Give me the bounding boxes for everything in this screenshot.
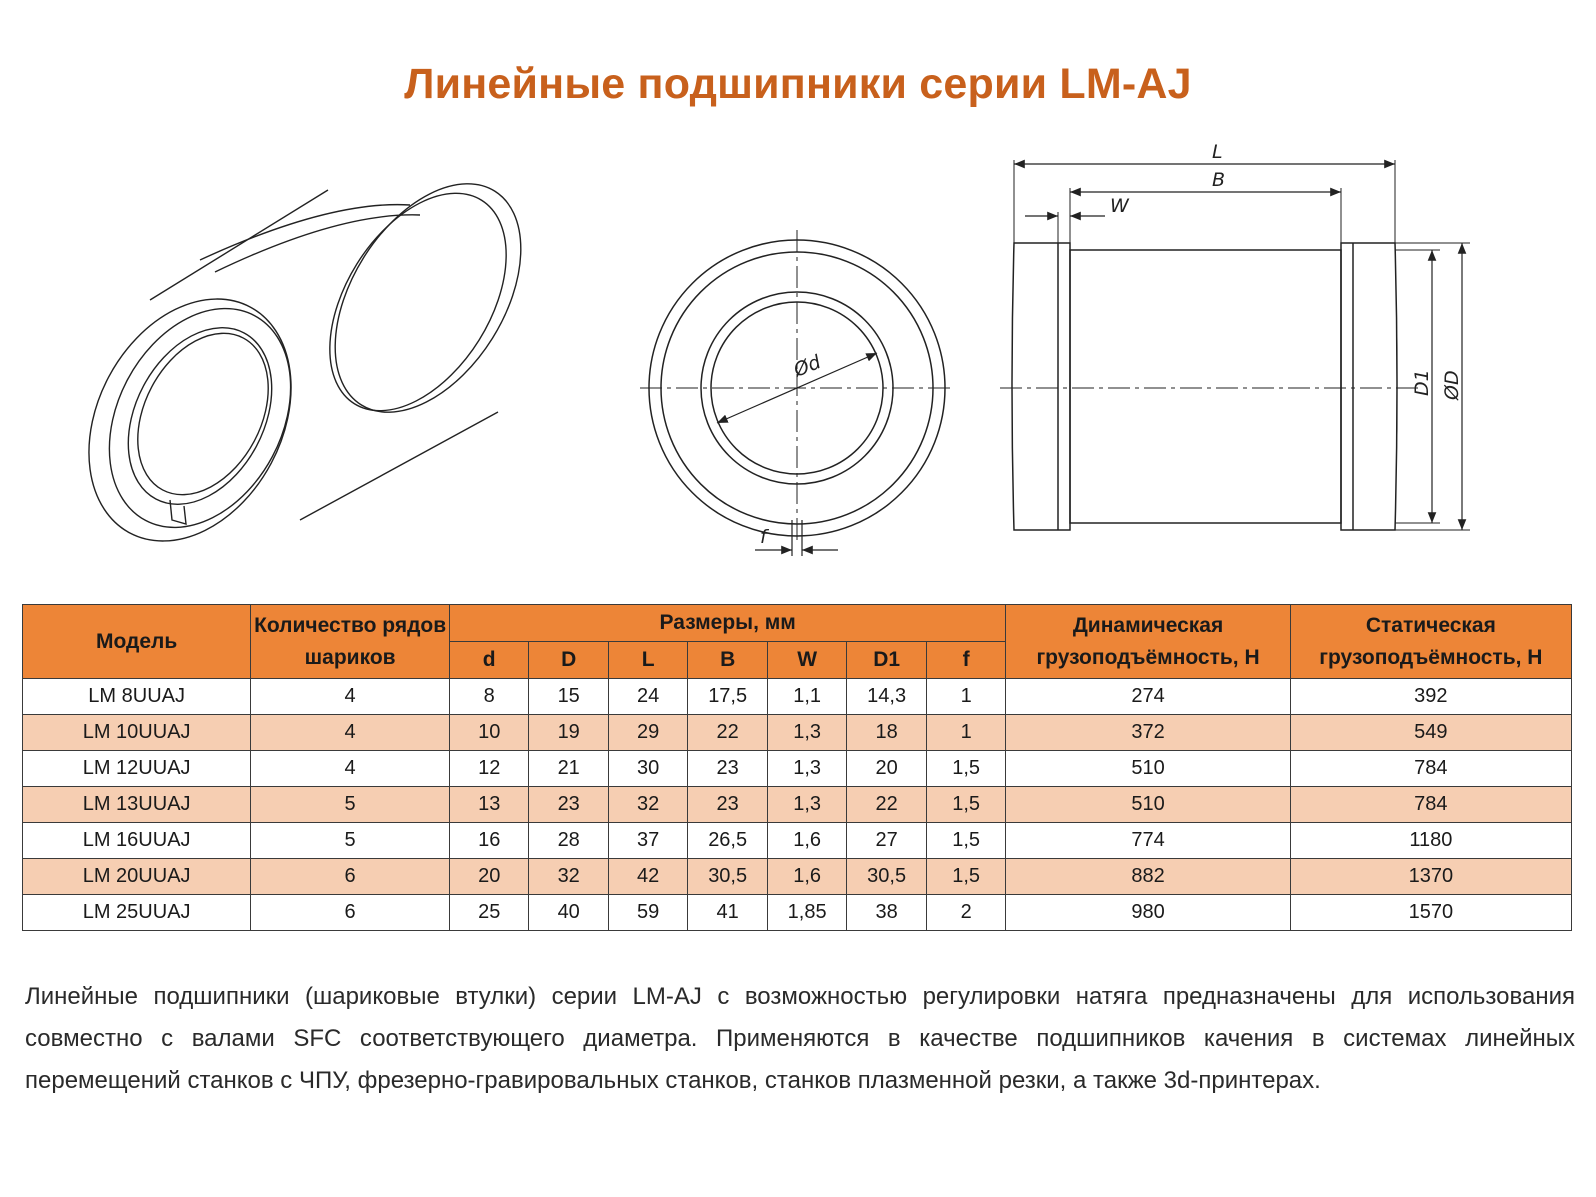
cell-l: 42 [608, 859, 687, 895]
cell-w: 1,6 [767, 823, 846, 859]
dim-f-label: f [760, 526, 767, 548]
cell-d: 8 [449, 679, 528, 715]
bearing-side-view [1000, 160, 1470, 530]
cell-dyn: 774 [1006, 823, 1290, 859]
dim-D-label: ØD [1441, 370, 1463, 400]
dim-d-label: Ød [790, 351, 824, 382]
table-row [23, 751, 1572, 787]
cell-model: LM 20UUAJ [23, 859, 251, 895]
cell-d1: 14,3 [847, 679, 926, 715]
cell-l: 24 [608, 679, 687, 715]
cell-f: 1,5 [926, 751, 1006, 787]
cell-balls: 6 [251, 895, 450, 931]
header-d: d [449, 642, 528, 679]
cell-model: LM 12UUAJ [23, 751, 251, 787]
cell-dyn: 882 [1006, 859, 1290, 895]
header-rows-count: Количество рядов шариков [251, 605, 450, 679]
cell-l: 30 [608, 751, 687, 787]
header-D1: D1 [847, 642, 926, 679]
cell-d: 19 [529, 715, 608, 751]
dim-B-label: B [1212, 169, 1226, 191]
cell-d: 13 [449, 787, 528, 823]
table-row [23, 715, 1572, 751]
cell-w: 1,3 [767, 715, 846, 751]
cell-balls: 4 [251, 679, 450, 715]
table-row [23, 859, 1572, 895]
cell-model: LM 10UUAJ [23, 715, 251, 751]
cell-dyn: 510 [1006, 751, 1290, 787]
cell-b: 41 [688, 895, 767, 931]
cell-model: LM 25UUAJ [23, 895, 251, 931]
cell-model: LM 13UUAJ [23, 787, 251, 823]
cell-dyn: 372 [1006, 715, 1290, 751]
cell-dyn: 274 [1006, 679, 1290, 715]
cell-w: 1,3 [767, 751, 846, 787]
cell-d: 10 [449, 715, 528, 751]
cell-d1: 22 [847, 787, 926, 823]
cell-balls: 4 [251, 715, 450, 751]
cell-b: 26,5 [688, 823, 767, 859]
cell-balls: 5 [251, 787, 450, 823]
cell-stat: 1570 [1290, 895, 1571, 931]
cell-f: 1,5 [926, 787, 1006, 823]
cell-balls: 5 [251, 823, 450, 859]
header-B: B [688, 642, 767, 679]
cell-d1: 27 [847, 823, 926, 859]
cell-b: 23 [688, 787, 767, 823]
header-sizes: Размеры, мм [449, 605, 1005, 642]
cell-dyn: 980 [1006, 895, 1290, 931]
cell-w: 1,85 [767, 895, 846, 931]
header-model: Модель [23, 605, 251, 679]
cell-d: 15 [529, 679, 608, 715]
bearing-3d-view [49, 151, 560, 576]
cell-stat: 549 [1290, 715, 1571, 751]
page-title: Линейные подшипники серии LM-AJ [404, 60, 1192, 108]
cell-d: 12 [449, 751, 528, 787]
header-D: D [529, 642, 608, 679]
cell-model: LM 16UUAJ [23, 823, 251, 859]
cell-w: 1,3 [767, 787, 846, 823]
cell-b: 30,5 [688, 859, 767, 895]
spec-table [22, 604, 1572, 931]
table-row [23, 895, 1572, 931]
table-row [23, 823, 1572, 859]
bearing-end-view [640, 230, 955, 556]
header-dynamic-load: Динамическая грузоподъёмность, Н [1006, 605, 1290, 679]
cell-d: 28 [529, 823, 608, 859]
cell-d: 21 [529, 751, 608, 787]
cell-f: 1,5 [926, 823, 1006, 859]
cell-f: 1 [926, 679, 1006, 715]
spec-table-body [23, 679, 1572, 931]
cell-b: 17,5 [688, 679, 767, 715]
cell-stat: 392 [1290, 679, 1571, 715]
dim-L-label: L [1212, 141, 1223, 163]
cell-dyn: 510 [1006, 787, 1290, 823]
cell-stat: 1370 [1290, 859, 1571, 895]
cell-model: LM 8UUAJ [23, 679, 251, 715]
cell-d: 32 [529, 859, 608, 895]
cell-l: 59 [608, 895, 687, 931]
cell-stat: 784 [1290, 751, 1571, 787]
cell-d1: 38 [847, 895, 926, 931]
cell-stat: 784 [1290, 787, 1571, 823]
table-row [23, 787, 1572, 823]
cell-f: 2 [926, 895, 1006, 931]
cell-balls: 4 [251, 751, 450, 787]
cell-l: 37 [608, 823, 687, 859]
cell-d: 40 [529, 895, 608, 931]
dim-W-label: W [1110, 195, 1129, 217]
cell-d: 16 [449, 823, 528, 859]
cell-d1: 18 [847, 715, 926, 751]
cell-l: 29 [608, 715, 687, 751]
table-row [23, 679, 1572, 715]
cell-balls: 6 [251, 859, 450, 895]
cell-d1: 20 [847, 751, 926, 787]
header-L: L [608, 642, 687, 679]
cell-d: 23 [529, 787, 608, 823]
cell-d: 25 [449, 895, 528, 931]
cell-f: 1 [926, 715, 1006, 751]
cell-stat: 1180 [1290, 823, 1571, 859]
dim-D1-label: D1 [1411, 369, 1433, 396]
header-f: f [926, 642, 1006, 679]
cell-f: 1,5 [926, 859, 1006, 895]
cell-b: 23 [688, 751, 767, 787]
cell-d: 20 [449, 859, 528, 895]
header-W: W [767, 642, 846, 679]
cell-l: 32 [608, 787, 687, 823]
cell-b: 22 [688, 715, 767, 751]
cell-w: 1,1 [767, 679, 846, 715]
cell-d1: 30,5 [847, 859, 926, 895]
header-static-load: Статическая грузоподъёмность, Н [1290, 605, 1571, 679]
description-text: Линейные подшипники (шариковые втулки) серии LM-AJ с возможностью регулировки натяга предназначены для использования совместно с валами SFC соответствующего диаметра. Применяются в качестве подшипников качения в системах линейных перемещений станков с ЧПУ, фрезерно-гравировальных станков, станков плазменной резки, а также 3d-принтерах. [25, 983, 1575, 1094]
cell-w: 1,6 [767, 859, 846, 895]
